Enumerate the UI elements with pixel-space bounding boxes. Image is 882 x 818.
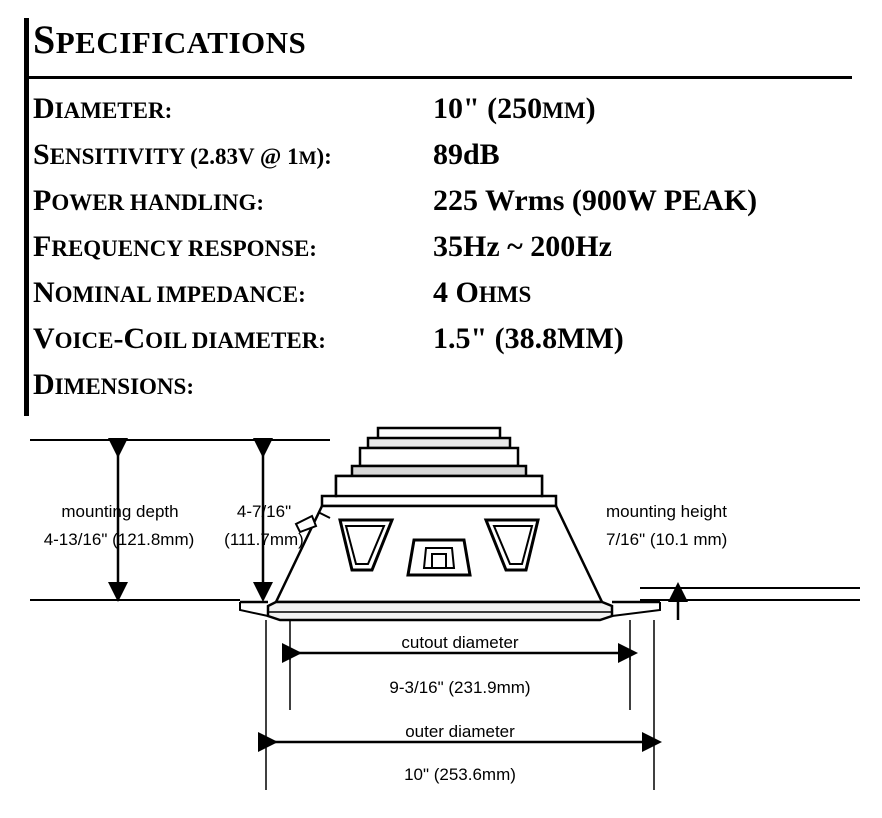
mounting-depth-label: mounting depth	[61, 502, 179, 521]
spec-table	[33, 94, 853, 416]
spec-row	[33, 140, 853, 186]
spec-value-power-handling: 225 Wrms (900W PEAK)	[433, 184, 758, 217]
spec-row	[33, 370, 853, 416]
spec-row	[33, 324, 853, 370]
basket-depth-value: 4-7/16"	[236, 502, 292, 521]
diagram-svg	[0, 420, 882, 818]
cutout-diameter-label: cutout diameter	[401, 633, 519, 652]
spec-value-frequency-response: 35Hz ~ 200Hz	[433, 230, 612, 263]
mounting-height-value: 7/16" (10.1 mm)	[606, 530, 728, 549]
spec-label-power-handling: POWER HANDLING:	[33, 184, 265, 217]
mounting-height-label: mounting height	[606, 502, 727, 521]
outer-diameter-label: outer diameter	[405, 722, 515, 741]
title-underline	[28, 76, 852, 79]
spec-value-voice-coil-diameter: 1.5" (38.8MM)	[433, 322, 624, 355]
spec-value-nominal-impedance: 4 OHMS	[433, 276, 532, 309]
spec-label-dimensions: DIMENSIONS:	[33, 368, 194, 401]
spec-row	[33, 186, 853, 232]
speaker-dimension-diagram	[0, 420, 882, 818]
outer-diameter-value: 10" (253.6mm)	[404, 765, 516, 784]
spec-label-voice-coil-diameter: VOICE-COIL DIAMETER:	[33, 322, 326, 355]
spec-value-sensitivity: 89dB	[433, 138, 500, 171]
spec-label-sensitivity: SENSITIVITY (2.83V @ 1M):	[33, 138, 332, 171]
spec-value-diameter: 10" (250MM)	[433, 92, 596, 125]
page-title-initial: S	[33, 17, 56, 62]
spec-row	[33, 278, 853, 324]
spec-row	[33, 232, 853, 278]
spec-row	[33, 94, 853, 140]
spec-label-nominal-impedance: NOMINAL IMPEDANCE:	[33, 276, 306, 309]
page-title-rest: PECIFICATIONS	[55, 25, 307, 60]
basket-depth-value-mm: (111.7mm)	[224, 530, 304, 549]
mounting-depth-value: 4-13/16" (121.8mm)	[43, 530, 195, 549]
spec-label-frequency-response: FREQUENCY RESPONSE:	[33, 230, 317, 263]
spec-label-diameter: DIAMETER:	[33, 92, 173, 125]
page-title	[33, 17, 307, 62]
cutout-diameter-value: 9-3/16" (231.9mm)	[389, 678, 531, 697]
